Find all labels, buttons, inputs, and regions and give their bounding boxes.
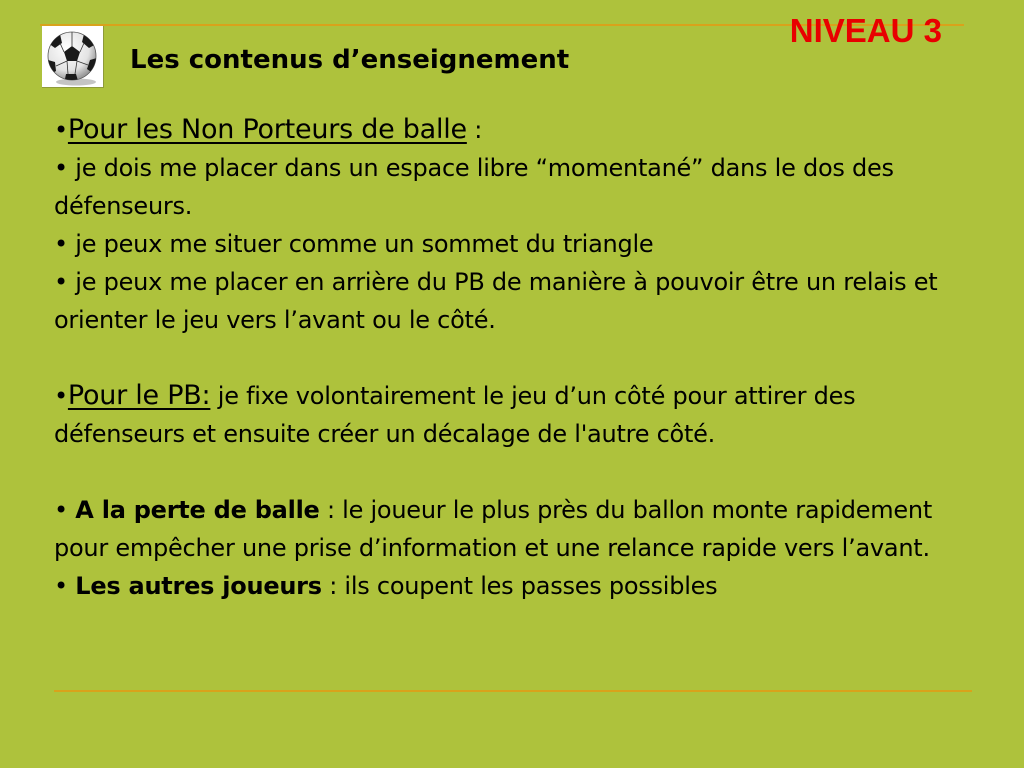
heading-perte: A la perte de balle [75, 496, 320, 524]
footer-divider-line [54, 690, 972, 692]
list-item-text: je dois me placer dans un espace libre “momentané” dans le dos des défenseurs. [54, 154, 894, 220]
heading-suffix: : [466, 116, 483, 144]
paragraph-spacer [54, 339, 984, 377]
section-perte [54, 491, 984, 567]
bullet: • [54, 154, 68, 182]
list-item-text: je peux me situer comme un sommet du triangle [75, 230, 654, 258]
section-non-porteurs-heading [54, 111, 984, 149]
heading-autres: Les autres joueurs [75, 572, 322, 600]
list-item-text: je peux me placer en arrière du PB de manière à pouvoir être un relais et orienter le jeu vers l’avant ou le côté. [54, 268, 938, 334]
bullet: • [54, 116, 68, 144]
page-title: Les contenus d’enseignement [130, 45, 570, 75]
heading-pb: Pour le PB: [67, 380, 211, 411]
bullet: • [54, 230, 68, 258]
paragraph-spacer [54, 453, 984, 491]
list-item [54, 225, 984, 263]
bullet: • [54, 382, 68, 410]
heading-non-porteurs: Pour les Non Porteurs de balle [67, 114, 467, 145]
section-perte-text: : le joueur le plus près du ballon monte rapidement pour empêcher une prise d’information et une relance rapide vers l’avant. [54, 496, 932, 562]
bullet: • [54, 572, 68, 600]
list-item [54, 149, 984, 225]
section-autres [54, 567, 984, 605]
soccer-ball-icon [42, 26, 104, 88]
logo [42, 26, 104, 88]
bullet: • [54, 496, 68, 524]
section-pb [54, 377, 984, 453]
bullet: • [54, 268, 68, 296]
list-item [54, 263, 984, 339]
slide-content [54, 111, 984, 605]
level-badge: NIVEAU 3 [789, 12, 942, 49]
section-autres-text: : ils coupent les passes possibles [321, 572, 718, 600]
section-pb-text: je fixe volontairement le jeu d’un côté pour attirer des défenseurs et ensuite créer un décalage de l'autre côté. [54, 382, 856, 448]
